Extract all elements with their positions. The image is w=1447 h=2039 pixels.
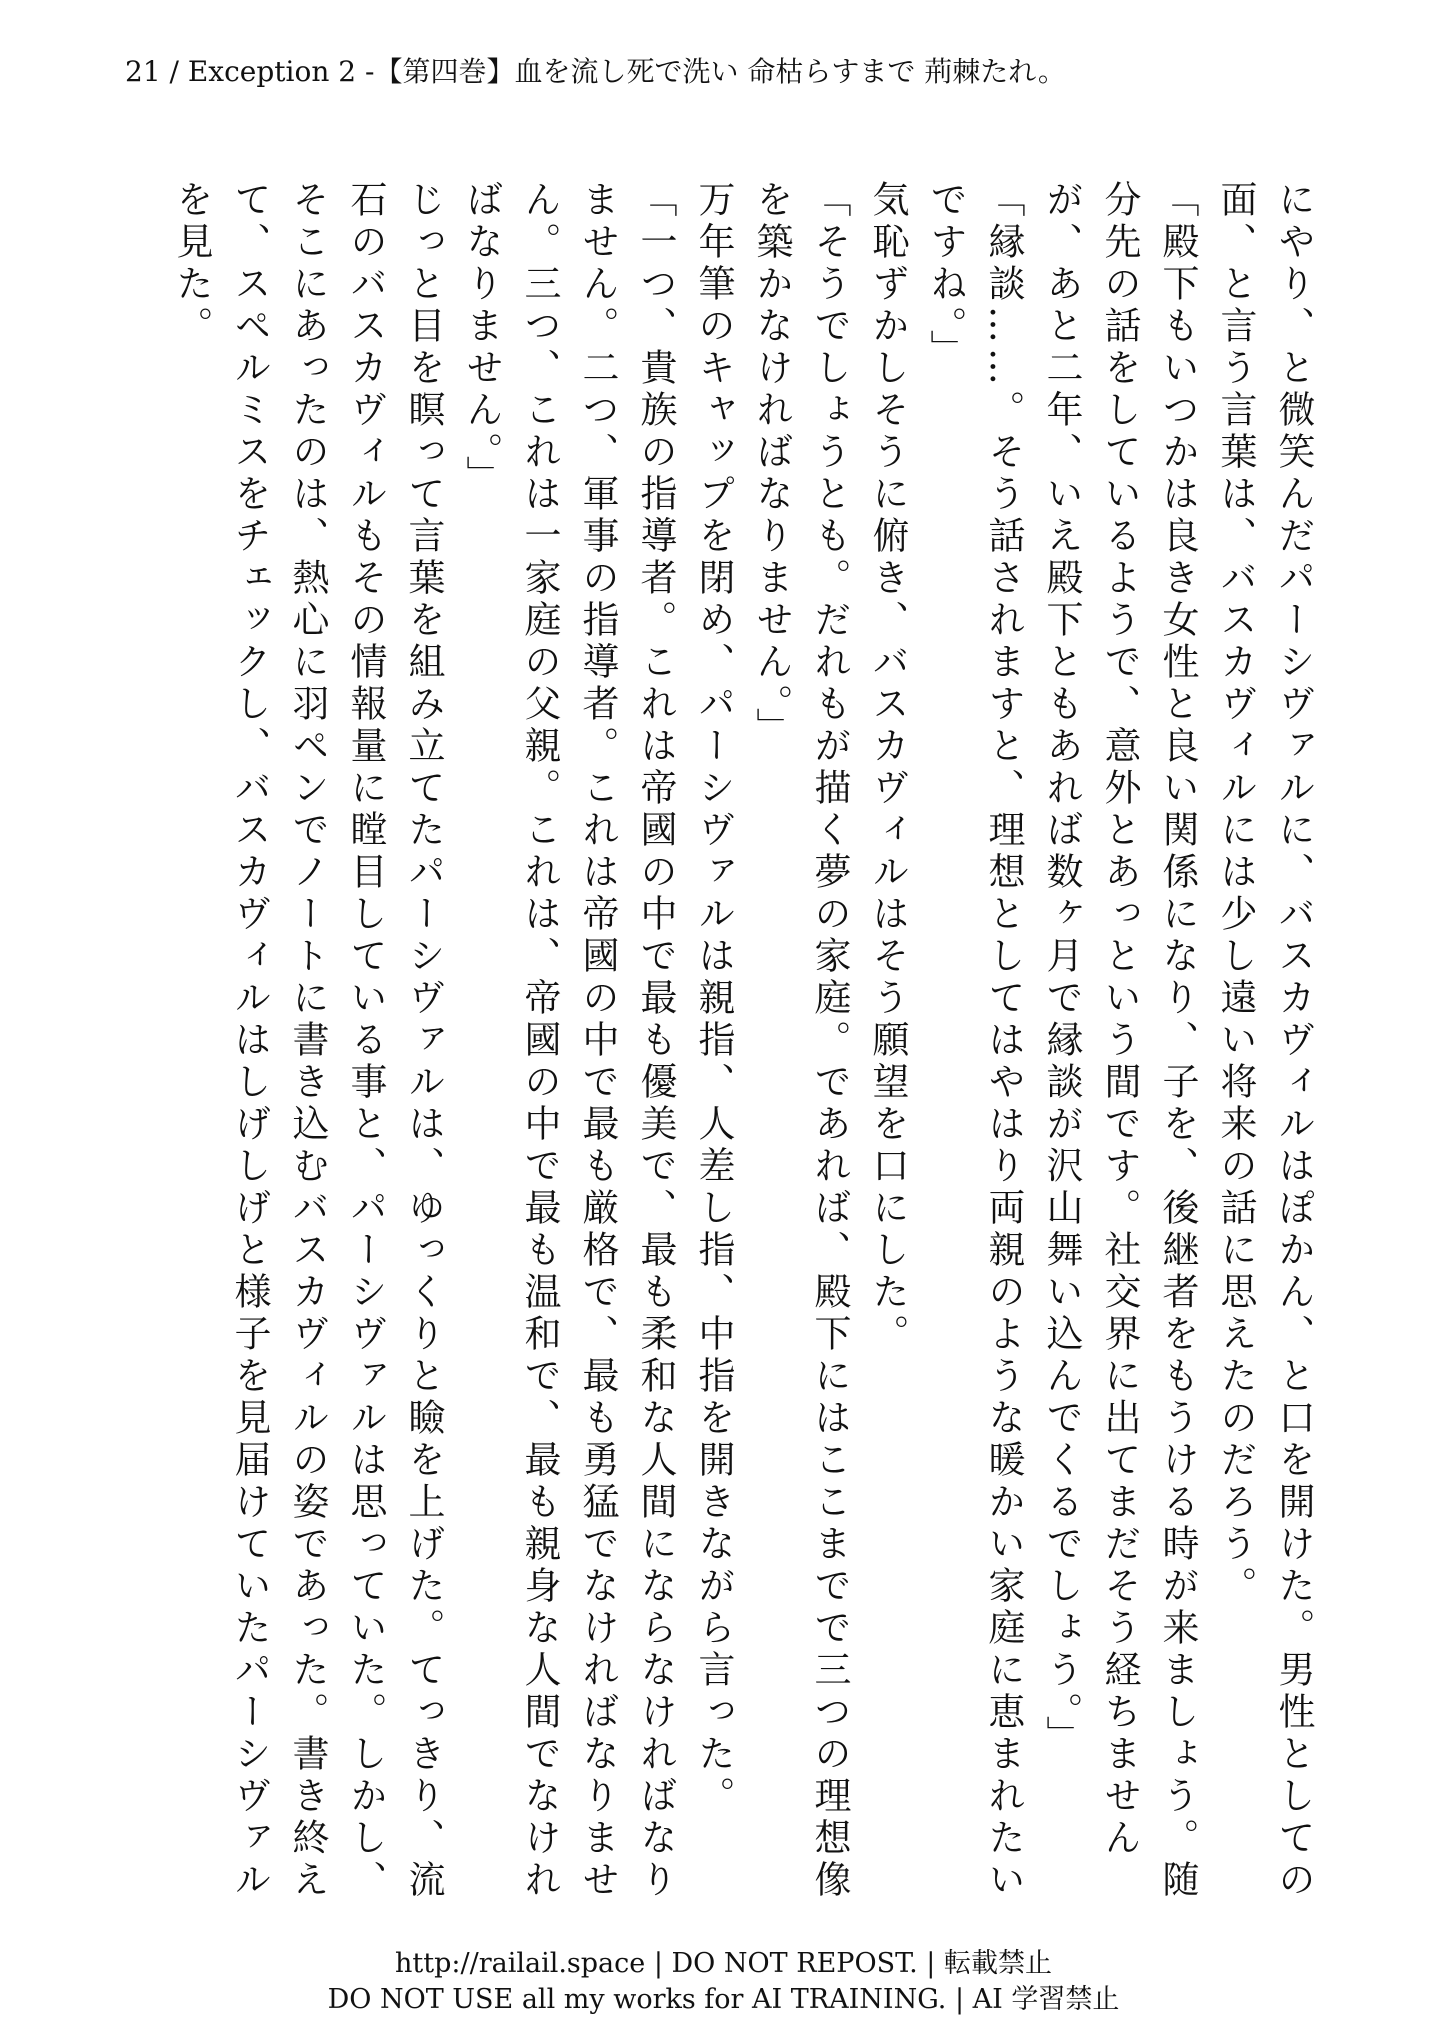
paragraph: 気恥ずかしそうに俯き、バスカヴィルはそう願望を口にした。 — [866, 180, 909, 1356]
page-header: 21 / Exception 2 -【第四巻】血を流し死で洗い 命枯らすまで 荊棘たれ。 — [125, 55, 1066, 88]
novel-body-text — [112, 180, 1322, 1920]
footer-notice-line-1: http://railail.space | DO NOT REPOST. | 転載禁止 — [395, 1948, 1052, 1979]
paragraph: 「そうでしょうとも。だれもが描く夢の家庭。であれば、殿下にはここまでで三つの理想像を築かなければなりません。」 — [750, 180, 851, 1902]
paragraph: 「殿下もいつかは良き女性と良い関係になり、子を、後継者をもうける時が来ましょう。随分先の話をしているようで、意外とあっという間です。社交界に出てまだそう経ちませんが、あと二年、いえ殿下ともあれば数ヶ月で縁談が沢山舞い込んでくるでしょう。」 — [1040, 180, 1199, 1902]
paragraph: にやり、と微笑んだパーシヴァルに、バスカヴィルはぽかん、と口を開けた。男性としての面、と言う言葉は、バスカヴィルには少し遠い将来の話に思えたのだろう。 — [1214, 180, 1315, 1902]
paragraph: 「縁談……。そう話されますと、理想としてはやはり両親のような暖かい家庭に恵まれたいですね。」 — [924, 180, 1025, 1902]
paragraph: じっと目を瞑って言葉を組み立てたパーシヴァルは、ゆっくりと瞼を上げた。てっきり、流石のバスカヴィルもその情報量に瞠目している事と、パーシヴァルは思っていた。しかし、そこにあったのは、熱心に羽ペンでノートに書き込むバスカヴィルの姿であった。書き終えて、スペルミスをチェックし、バスカヴィルはしげしげと様子を見届けていたパーシヴァルを見た。 — [170, 180, 445, 1902]
paragraph: 「一つ、貴族の指導者。これは帝國の中で最も優美で、最も柔和な人間にならなければなりません。二つ、軍事の指導者。これは帝國の中で最も厳格で、最も勇猛でなければなりません。三つ、これは一家庭の父親。これは、帝國の中で最も温和で、最も親身な人間でなければなりません。」 — [460, 180, 677, 1902]
footer-notice-line-2: DO NOT USE all my works for AI TRAINING. | AI 学習禁止 — [327, 1984, 1120, 2015]
paragraph: 万年筆のキャップを閉め、パーシヴァルは親指、人差し指、中指を開きながら言った。 — [692, 180, 735, 1818]
